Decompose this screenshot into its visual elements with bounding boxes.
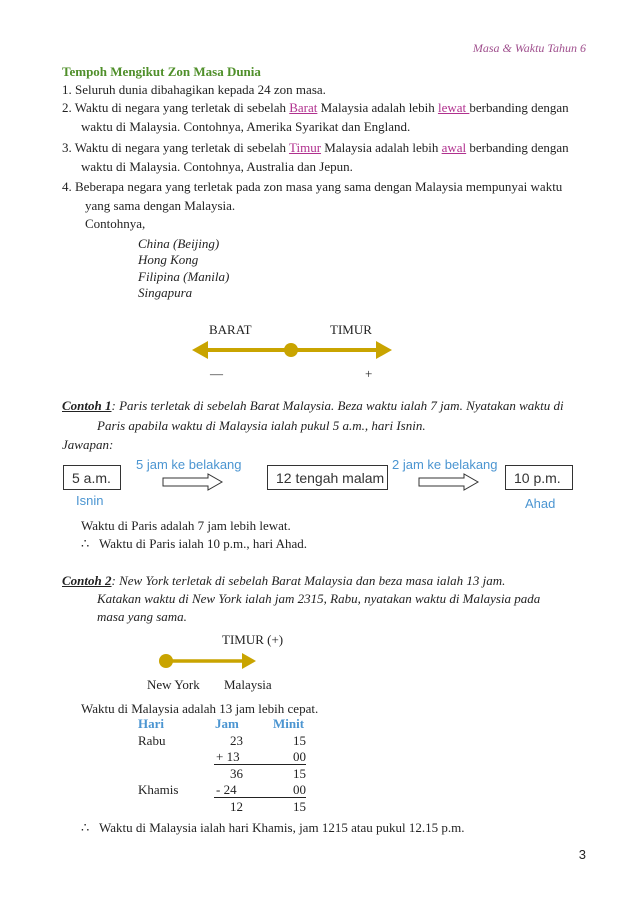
point-3-text-a: 3. Waktu di negara yang terletak di sebelah (62, 140, 289, 155)
time-box-midnight: 12 tengah malam (267, 465, 388, 490)
col-minit: Minit (273, 716, 305, 731)
right-arrowhead (242, 653, 256, 669)
row2-minit: 00 (293, 749, 306, 764)
point-1: 1. Seluruh dunia dibahagikan kepada 24 zon masa. (62, 82, 326, 97)
contoh-2-final-text: Waktu di Malaysia ialah hari Khamis, jam 1215 atau pukul 12.15 p.m. (99, 820, 465, 835)
example-country: Hong Kong (138, 252, 199, 267)
day-ahad: Ahad (525, 496, 556, 511)
point-3-text-c: Malaysia adalah lebih (321, 140, 442, 155)
point-2-lewat: lewat (437, 100, 470, 115)
point-4-line3: Contohnya, (85, 216, 146, 231)
day-isnin: Isnin (76, 493, 104, 508)
section-title: Tempoh Mengikut Zon Masa Dunia (62, 64, 261, 79)
point-2-text-a: 2. Waktu di negara yang terletak di sebelah (62, 100, 290, 115)
timur-plus-label: TIMUR (+) (222, 632, 284, 647)
time-box-10pm: 10 p.m. (505, 465, 573, 490)
contoh-2-text1: : New York terletak di sebelah Barat Malaysia dan beza masa ialah 13 jam. (111, 573, 506, 588)
col-jam: Jam (215, 716, 239, 731)
step1-label: 5 jam ke belakang (136, 457, 242, 472)
contoh-2-line3: masa yang sama. (97, 609, 187, 624)
row3-minit: 15 (293, 766, 306, 781)
diff-underline (214, 797, 306, 798)
contoh-2-line2: Katakan waktu di New York ialah jam 2315, Rabu, nyatakan waktu di Malaysia pada (97, 591, 541, 606)
step2-label: 2 jam ke belakang (392, 457, 498, 472)
row1-minit: 15 (293, 733, 306, 748)
barat-label: BARAT (209, 322, 252, 337)
row4-hari: Khamis (138, 782, 179, 797)
row2-jam: + 13 (216, 749, 240, 764)
example-country: China (Beijing) (138, 236, 220, 251)
contoh-2-line1 (62, 573, 505, 589)
malaysia-label: Malaysia (224, 677, 272, 692)
row4-minit: 00 (293, 782, 306, 797)
contoh-1-answer1: Waktu di Paris adalah 7 jam lebih lewat. (81, 518, 291, 533)
page-number: 3 (578, 847, 586, 862)
arrow-right-icon (162, 473, 224, 491)
contoh-2-lead: Waktu di Malaysia adalah 13 jam lebih cepat. (81, 701, 319, 716)
point-4-line2: yang sama dengan Malaysia. (85, 198, 236, 213)
row1-jam: 23 (230, 733, 243, 748)
point-3-timur: Timur (288, 140, 322, 155)
point-3 (62, 140, 569, 156)
therefore-symbol: ∴ (81, 820, 90, 835)
contoh-1-answer2 (81, 536, 307, 552)
row4-jam: - 24 (216, 782, 237, 797)
new-york-point (159, 654, 173, 668)
col-hari: Hari (138, 716, 164, 731)
arrow-right-icon (418, 473, 480, 491)
contoh-2-final (81, 820, 464, 836)
therefore-symbol: ∴ (81, 536, 90, 551)
plus-sign: + (365, 366, 373, 381)
contoh-1-line2: Paris apabila waktu di Malaysia ialah pukul 5 a.m., hari Isnin. (97, 418, 426, 433)
new-york-label: New York (147, 677, 200, 692)
point-2-text-e: berbanding dengan (469, 100, 569, 115)
time-box-5am: 5 a.m. (63, 465, 121, 490)
point-3-text-e: berbanding dengan (466, 140, 569, 155)
point-3-line2: waktu di Malaysia. Contohnya, Australia dan Jepun. (81, 159, 353, 174)
page-header: Masa & Waktu Tahun 6 (472, 41, 586, 55)
row3-jam: 36 (230, 766, 243, 781)
point-2 (62, 100, 569, 116)
left-arrowhead (192, 341, 208, 359)
ny-malaysia-arrow (158, 652, 258, 670)
right-arrowhead (376, 341, 392, 359)
malaysia-point (284, 343, 298, 357)
contoh-1-line1 (62, 398, 564, 414)
contoh-1-text1: : Paris terletak di sebelah Barat Malaysia. Beza waktu ialah 7 jam. Nyatakan waktu di (111, 398, 564, 413)
timur-label: TIMUR (330, 322, 372, 337)
row1-hari: Rabu (138, 733, 166, 748)
point-2-barat: Barat (289, 100, 318, 115)
point-3-awal: awal (441, 140, 467, 155)
example-country: Singapura (138, 285, 193, 300)
row5-jam: 12 (230, 799, 243, 814)
point-2-text-c: Malaysia adalah lebih (317, 100, 438, 115)
row5-minit: 15 (293, 799, 306, 814)
contoh-2-label: Contoh 2 (62, 573, 112, 588)
contoh-1-label: Contoh 1 (62, 398, 112, 413)
contoh-1-answer2-text: Waktu di Paris ialah 10 p.m., hari Ahad. (99, 536, 308, 551)
minus-sign: — (210, 366, 223, 381)
point-2-line2: waktu di Malaysia. Contohnya, Amerika Syarikat dan England. (81, 119, 411, 134)
sum-underline (214, 764, 306, 765)
example-country: Filipina (Manila) (138, 269, 230, 284)
point-4: 4. Beberapa negara yang terletak pada zon masa yang sama dengan Malaysia mempunyai waktu (62, 179, 563, 194)
barat-timur-arrow (192, 339, 392, 361)
jawapan-label: Jawapan: (62, 437, 114, 452)
